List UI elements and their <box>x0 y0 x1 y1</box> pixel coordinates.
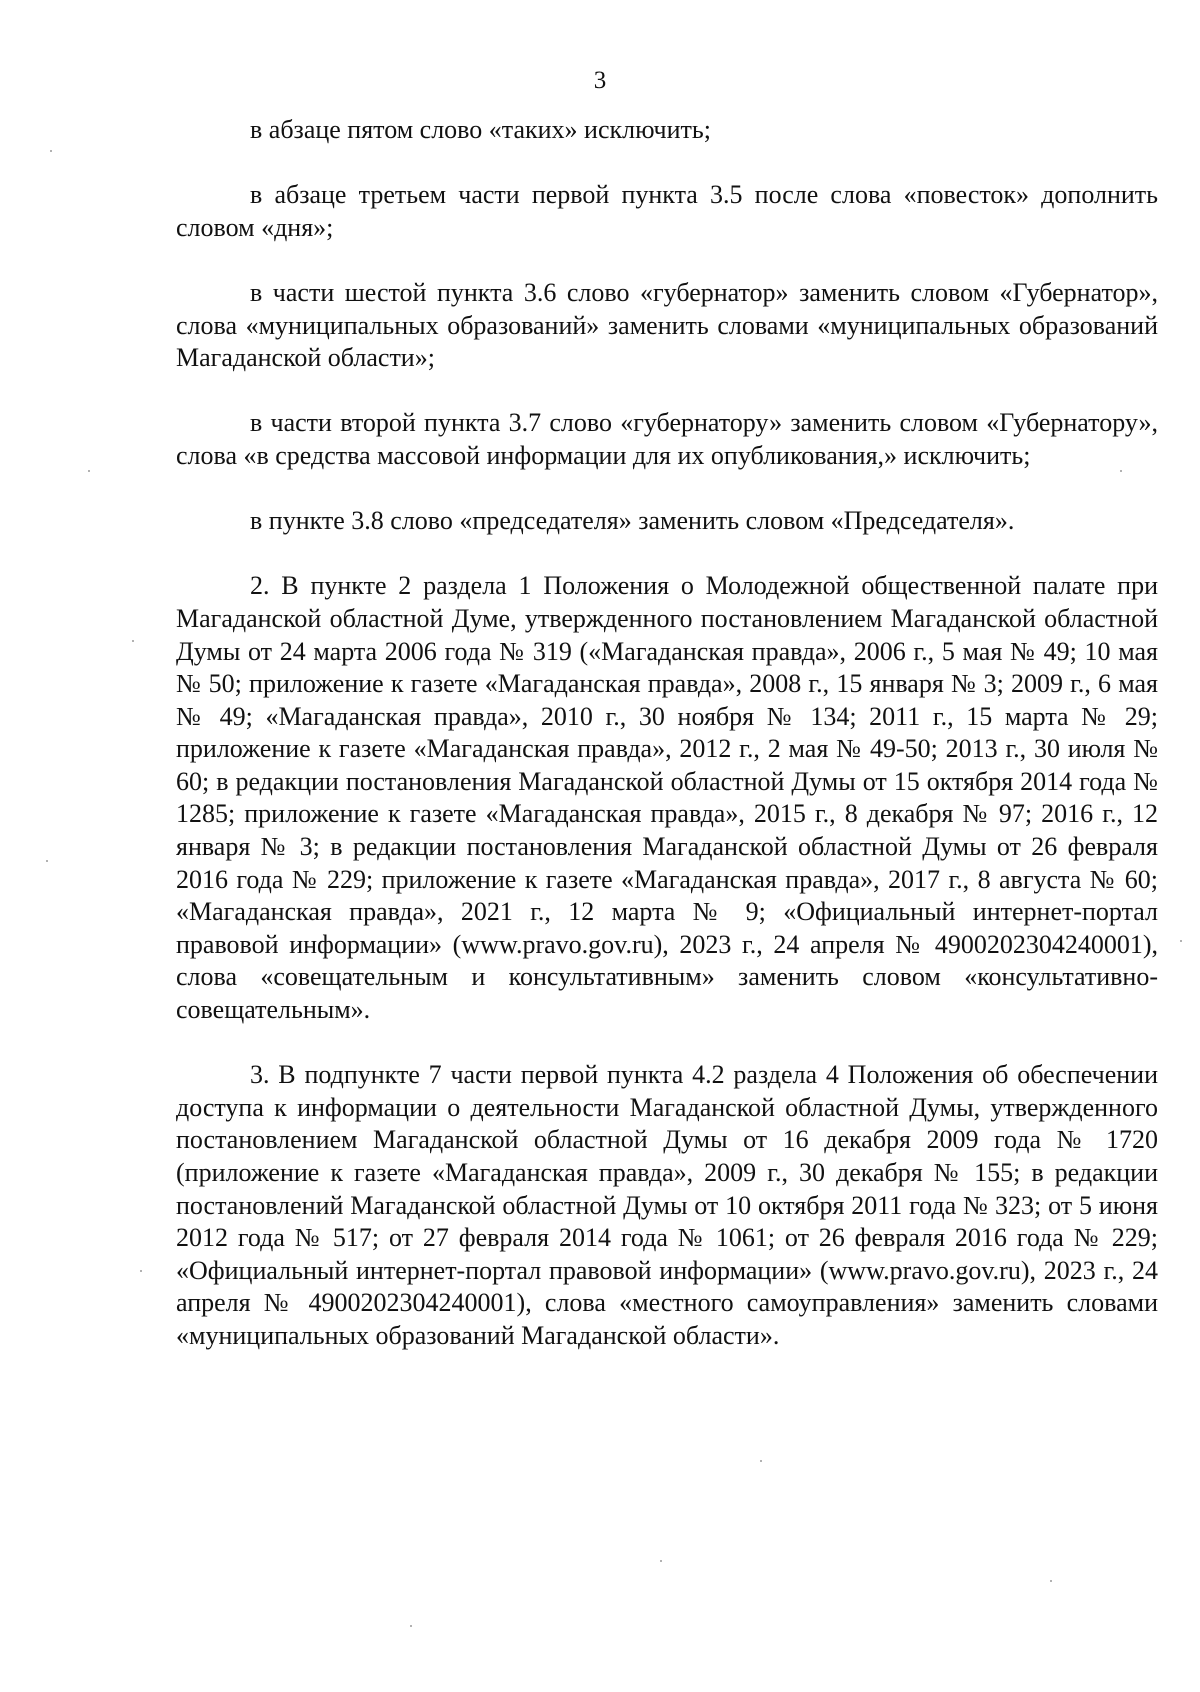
document-body <box>176 114 1158 1353</box>
scan-speck <box>1050 1580 1052 1582</box>
paragraph-6: 2. В пункте 2 раздела 1 Положения о Молодежной общественной палате при Магаданской областной Думе, утвержденного постановлением Магаданской областной Думы от 24 марта 2006 года № 319 («Магаданская правда», 2006 г., 5 мая № 49; 10 мая № 50; приложение к газете «Магаданская правда», 2008 г., 15 января № 3; 2009 г., 6 мая № 49; «Магаданская правда», 2010 г., 30 ноября № 134; 2011 г., 15 марта № 29; приложение к газете «Магаданская правда», 2012 г., 2 мая № 49-50; 2013 г., 30 июля № 60; в редакции постановления Магаданской областной Думы от 15 октября 2014 года № 1285; приложение к газете «Магаданская правда», 2015 г., 8 декабря № 97; 2016 г., 12 января № 3; в редакции постановления Магаданской областной Думы от 26 февраля 2016 года № 229; приложение к газете «Магаданская правда», 2017 г., 8 августа № 60; «Магаданская правда», 2021 г., 12 марта № 9; «Официальный интернет-портал правовой информации» (www.pravo.gov.ru), 2023 г., 24 апреля № 4900202304240001), слова «совещательным и консультативным» заменить словом «консультативно-совещательным». <box>176 571 1158 1025</box>
scan-speck <box>410 1625 412 1627</box>
page-number: 3 <box>593 67 607 94</box>
scan-speck <box>46 860 48 862</box>
scan-speck <box>88 470 90 472</box>
scan-speck <box>1180 940 1182 942</box>
scan-speck <box>660 1560 662 1562</box>
scan-speck <box>140 1270 142 1272</box>
paragraph-5: в пункте 3.8 слово «председателя» заменить словом «Председателя». <box>250 506 1015 536</box>
paragraph-1: в абзаце пятом слово «таких» исключить; <box>250 115 711 144</box>
scan-speck <box>132 640 134 642</box>
scan-speck <box>1120 470 1122 472</box>
paragraph-7: 3. В подпункте 7 части первой пункта 4.2 раздела 4 Положения об обеспечении доступа к информации о деятельности Магаданской областной Думы, утвержденного постановлением Магаданской областной Думы от 16 декабря 2009 года № 1720 (приложение к газете «Магаданская правда», 2009 г., 30 декабря № 155; в редакции постановлений Магаданской областной Думы от 10 октября 2011 года № 323; от 5 июня 2012 года № 517; от 27 февраля 2014 года № 1061; от 26 февраля 2016 года № 229; «Официальный интернет-портал правовой информации» (www.pravo.gov.ru), 2023 г., 24 апреля № 4900202304240001), слова «местного самоуправления» заменить словами «муниципальных образований Магаданской области». <box>176 1060 1158 1350</box>
paragraph-2: в абзаце третьем части первой пункта 3.5 после слова «повесток» дополнить словом «дня»; <box>176 180 1158 242</box>
paragraph-4: в части второй пункта 3.7 слово «губернатору» заменить словом «Губернатору», слова «в средства массовой информации для их опубликования,» исключить; <box>176 408 1158 470</box>
scan-speck <box>760 1460 762 1462</box>
scan-speck <box>50 150 52 152</box>
paragraph-3: в части шестой пункта 3.6 слово «губернатор» заменить словом «Губернатор», слова «муниципальных образований» заменить словами «муниципальных образований Магаданской области»; <box>176 277 1158 373</box>
